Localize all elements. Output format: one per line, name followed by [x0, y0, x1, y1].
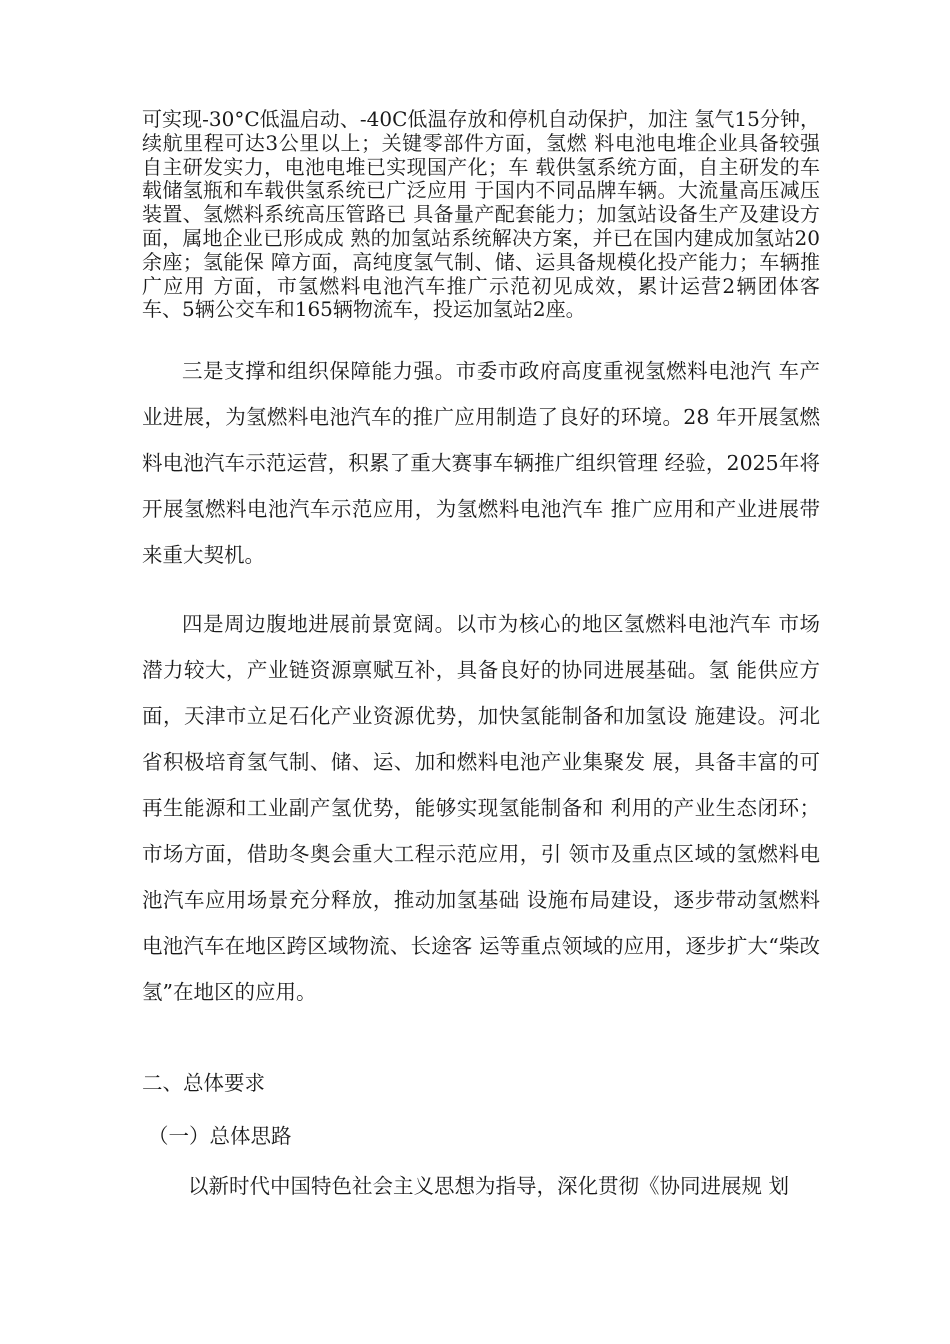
body-paragraph-guiding-ideology: 以新时代中国特色社会主义思想为指导，深化贯彻《协同进展规 划: [188, 1174, 790, 1198]
body-paragraph-continued: 可实现-30°C低温启动、-40C低温存放和停机自动保护，加注 氢气15分钟，续航里程可达3公里以上；关键零部件方面，氢燃 料电池电堆企业具备较强自主研发实力，电池电堆已实现国产化；车 载供氢系统方面，自主研发的车载储氢瓶和车载供氢系统已广泛应用 于国内不同品牌车辆。大流量高压减压装置、氢燃料系统高压管路已 具备量产配套能力；加氢站设备生产及建设方面，属地企业已形成成 熟的加氢站系统解决方案，并已在国内建成加氢站20余座；氢能保 障方面，高纯度氢气制、储、运具备规模化投产能力；车辆推广应用 方面，市氢燃料电池汽车推广示范初见成效，累计运营2辆团体客 车、5辆公交车和165辆物流车，投运加氢站2座。: [142, 107, 820, 322]
section-heading: 二、总体要求: [142, 1071, 265, 1095]
body-paragraph-support-capacity: 三是支撑和组织保障能力强。市委市政府高度重视氢燃料电池汽 车产业进展，为氢燃料电池汽车的推广应用制造了良好的环境。28 年开展氢燃料电池汽车示范运营，积累了重大赛事车辆推广组织管理 经验，2025年将开展氢燃料电池汽车示范应用，为氢燃料电池汽车 推广应用和产业进展带来重大契机。: [142, 359, 820, 567]
subsection-heading: （一）总体思路: [148, 1124, 292, 1148]
body-paragraph-regional-prospects: 四是周边腹地进展前景宽阔。以市为核心的地区氢燃料电池汽车 市场潜力较大，产业链资源禀赋互补，具备良好的协同进展基础。氢 能供应方面，天津市立足石化产业资源优势，加快氢能制备和加氢设 施建设。河北省积极培育氢气制、储、运、加和燃料电池产业集聚发 展，具备丰富的可再生能源和工业副产氢优势，能够实现氢能制备和 利用的产业生态闭环；市场方面，借助冬奥会重大工程示范应用，引 领市及重点区域的氢燃料电池汽车应用场景充分释放，推动加氢基础 设施布局建设，逐步带动氢燃料电池汽车在地区跨区域物流、长途客 运等重点领域的应用，逐步扩大“柴改氢”在地区的应用。: [142, 612, 820, 1004]
